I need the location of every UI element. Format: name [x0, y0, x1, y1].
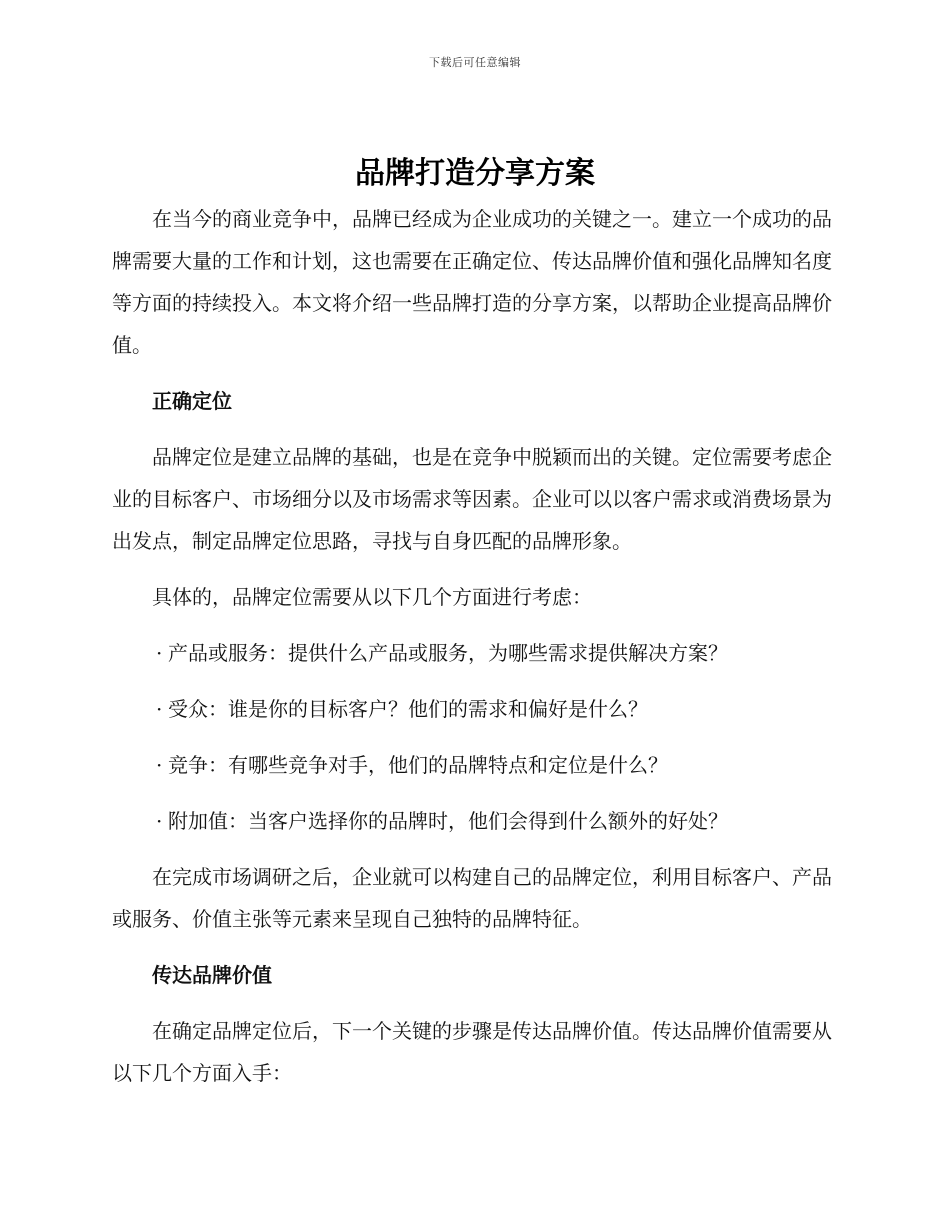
- list-item-text: 受众：谁是你的目标客户？他们的需求和偏好是什么？: [168, 697, 648, 721]
- spacer: [112, 940, 832, 954]
- list-item-text: 竞争：有哪些竞争对手，他们的品牌特点和定位是什么？: [168, 753, 668, 777]
- brand-value-paragraph-1: 在确定品牌定位后，下一个关键的步骤是传达品牌价值。传达品牌价值需要从以下几个方面入手：: [112, 1019, 832, 1085]
- header-note: 下载后可任意编辑: [429, 56, 521, 69]
- positioning-paragraph-1: 品牌定位是建立品牌的基础，也是在竞争中脱颖而出的关键。定位需要考虑企业的目标客户、市场细分以及市场需求等因素。企业可以以客户需求或消费场景为出发点，制定品牌定位思路，寻找与自身匹配的品牌形象。: [112, 445, 832, 553]
- intro-paragraph: 在当今的商业竞争中，品牌已经成为企业成功的关键之一。建立一个成功的品牌需要大量的工作和计划，这也需要在正确定位、传达品牌价值和强化品牌知名度等方面的持续投入。本文将介绍一些品牌打造的分享方案，以帮助企业提高品牌价值。: [112, 207, 832, 357]
- list-item: [112, 800, 832, 842]
- spacer: [112, 422, 832, 436]
- bullet-dot: ·: [156, 641, 163, 665]
- list-item-text: 附加值：当客户选择你的品牌时，他们会得到什么额外的好处？: [168, 809, 728, 833]
- spacer: [112, 842, 832, 856]
- spacer: [112, 730, 832, 744]
- list-item: [112, 744, 832, 786]
- positioning-paragraph-2: 具体的，品牌定位需要从以下几个方面进行考虑：: [152, 585, 592, 609]
- section-heading-brand-value: 传达品牌价值: [152, 963, 272, 987]
- bullet-dot: ·: [156, 753, 163, 777]
- spacer: [112, 618, 832, 632]
- section-heading-positioning: 正确定位: [152, 389, 232, 413]
- spacer: [112, 996, 832, 1010]
- list-item: [112, 632, 832, 674]
- spacer: [112, 786, 832, 800]
- bullet-dot: ·: [156, 697, 163, 721]
- spacer: [112, 674, 832, 688]
- list-item: [112, 688, 832, 730]
- bullet-dot: ·: [156, 809, 163, 833]
- document-body: [112, 198, 832, 1094]
- spacer: [112, 366, 832, 380]
- list-item-text: 产品或服务：提供什么产品或服务，为哪些需求提供解决方案？: [168, 641, 728, 665]
- page-title: 品牌打造分享方案: [355, 156, 595, 191]
- spacer: [112, 562, 832, 576]
- positioning-paragraph-3: 在完成市场调研之后，企业就可以构建自己的品牌定位，利用目标客户、产品或服务、价值主张等元素来呈现自己独特的品牌特征。: [112, 865, 832, 931]
